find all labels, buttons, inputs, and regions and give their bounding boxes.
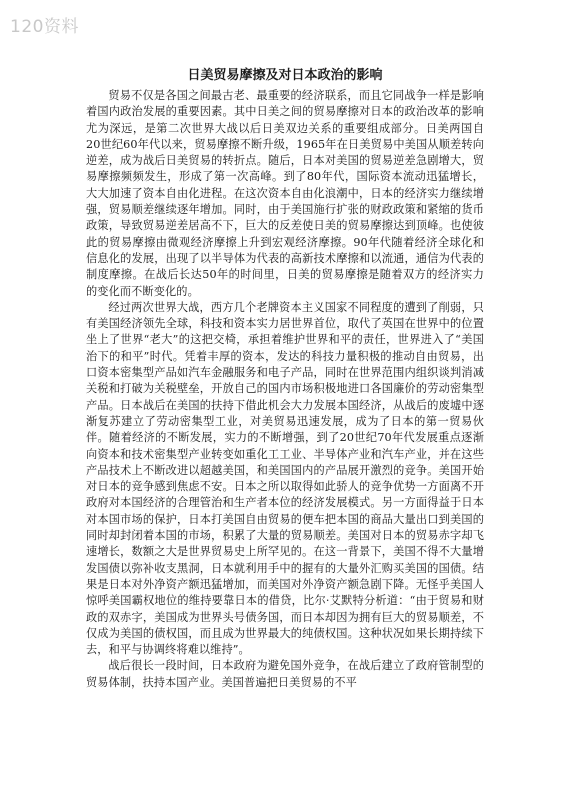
document-title: 日美贸易摩擦及对日本政治的影响 [187,68,383,83]
paragraph-2: 经过两次世界大战，西方几个老牌资本主义国家不同程度的遭到了削弱，只有美国经济领先全球，科技和资本实力居世界首位，取代了英国在世界中的位置坐上了世界“老大”的这把交椅，承担着维护世界和平的责任，世界进入了“美国治下的和平”时代。凭着丰厚的资本，发达的科技力量积极的推动自由贸易，出口资本密集型产品如汽车金融服务和电子产品，同时在世界范围内组织谈判消减关税和打破为关税壁垒，开放自己的国内市场积极地进口各国廉价的劳动密集型产品。日本战后在美国的扶持下借此机会大力发展本国经济，从战后的废墟中逐渐复苏建立了劳动密集型工业，对美贸易迅速发展，成为了日本的第一贸易伙伴。随着经济的不断发展，实力的不断增强，到了20世纪70年代发展重点逐渐向资本和技术密集型产业转变如重化工工业、半导体产业和汽车产业，并在这些产品技术上不断改进以超越美国，和美国国内的产品展开激烈的竞争。美国开始对日本的竞争感到焦虑不安。日本之所以取得如此骄人的竞争优势一方面离不开政府对本国经济的合理管治和生产者本位的经济发展模式。另一方面得益于日本对本国市场的保护，日本打美国自由贸易的便车把本国的商品大量出口到美国的同时却封闭着本国的市场，积累了大量的贸易顺差。美国对日本的贸易赤字却飞速增长，数额之大是世界贸易史上所罕见的。在这一背景下，美国不得不大量增发国债以弥补收支黑洞，日本就利用手中的握有的大量外汇购买美国的国债。结果是日本对外净资产额迅猛增加，而美国对外净资产额急剧下降。无怪乎美国人惊呼美国霸权地位的维持要靠日本的借贷，比尔·艾默特分析道：“由于贸易和财政的双赤字，美国成为世界头号债务国，而日本却因为拥有巨大的贸易顺差，不仅成为美国的债权国，而且成为世界最大的纯债权国。这种状况如果长期持续下去，和平与协调终将难以维持”。 [86,300,484,657]
paragraph-3: 战后很长一段时间，日本政府为避免国外竞争，在战后建立了政府管制型的贸易体制，扶持本国产业。美国普遍把日美贸易的不平 [86,659,484,689]
watermark: 120资料 [10,17,79,37]
paragraph-1: 贸易不仅是各国之间最古老、最重要的经济联系，而且它同战争一样是影响着国内政治发展的重要因素。其中日美之间的贸易摩擦对日本的政治改革的影响尤为深远，是第二次世界大战以后日美双边关系的重要组成部分。日美两国自20世纪60年代以来，贸易摩擦不断升级，1965年在日美贸易中美国从顺差转向逆差，成为战后日美贸易的转折点。随后，日本对美国的贸易逆差急剧增大，贸易摩擦频频发生，形成了第一次高峰。到了80年代，国际资本流动迅猛增长，大大加速了资本自由化进程。在这次资本自由化浪潮中，日本的经济实力继续增强，贸易顺差继续逐年增加。同时，由于美国施行扩张的财政政策和紧缩的货币政策，导致贸易逆差居高不下，巨大的反差使日美的贸易摩擦达到顶峰。也使彼此的贸易摩擦由微观经济摩擦上升到宏观经济摩擦。90年代随着经济全球化和信息化的发展，出现了以半导体为代表的高新技术摩擦和以流通，通信为代表的制度摩擦。在战后长达50年的时间里，日美的贸易摩擦是随着双方的经济实力的变化而不断变化的。 [86,89,484,298]
document-page [86,68,484,691]
